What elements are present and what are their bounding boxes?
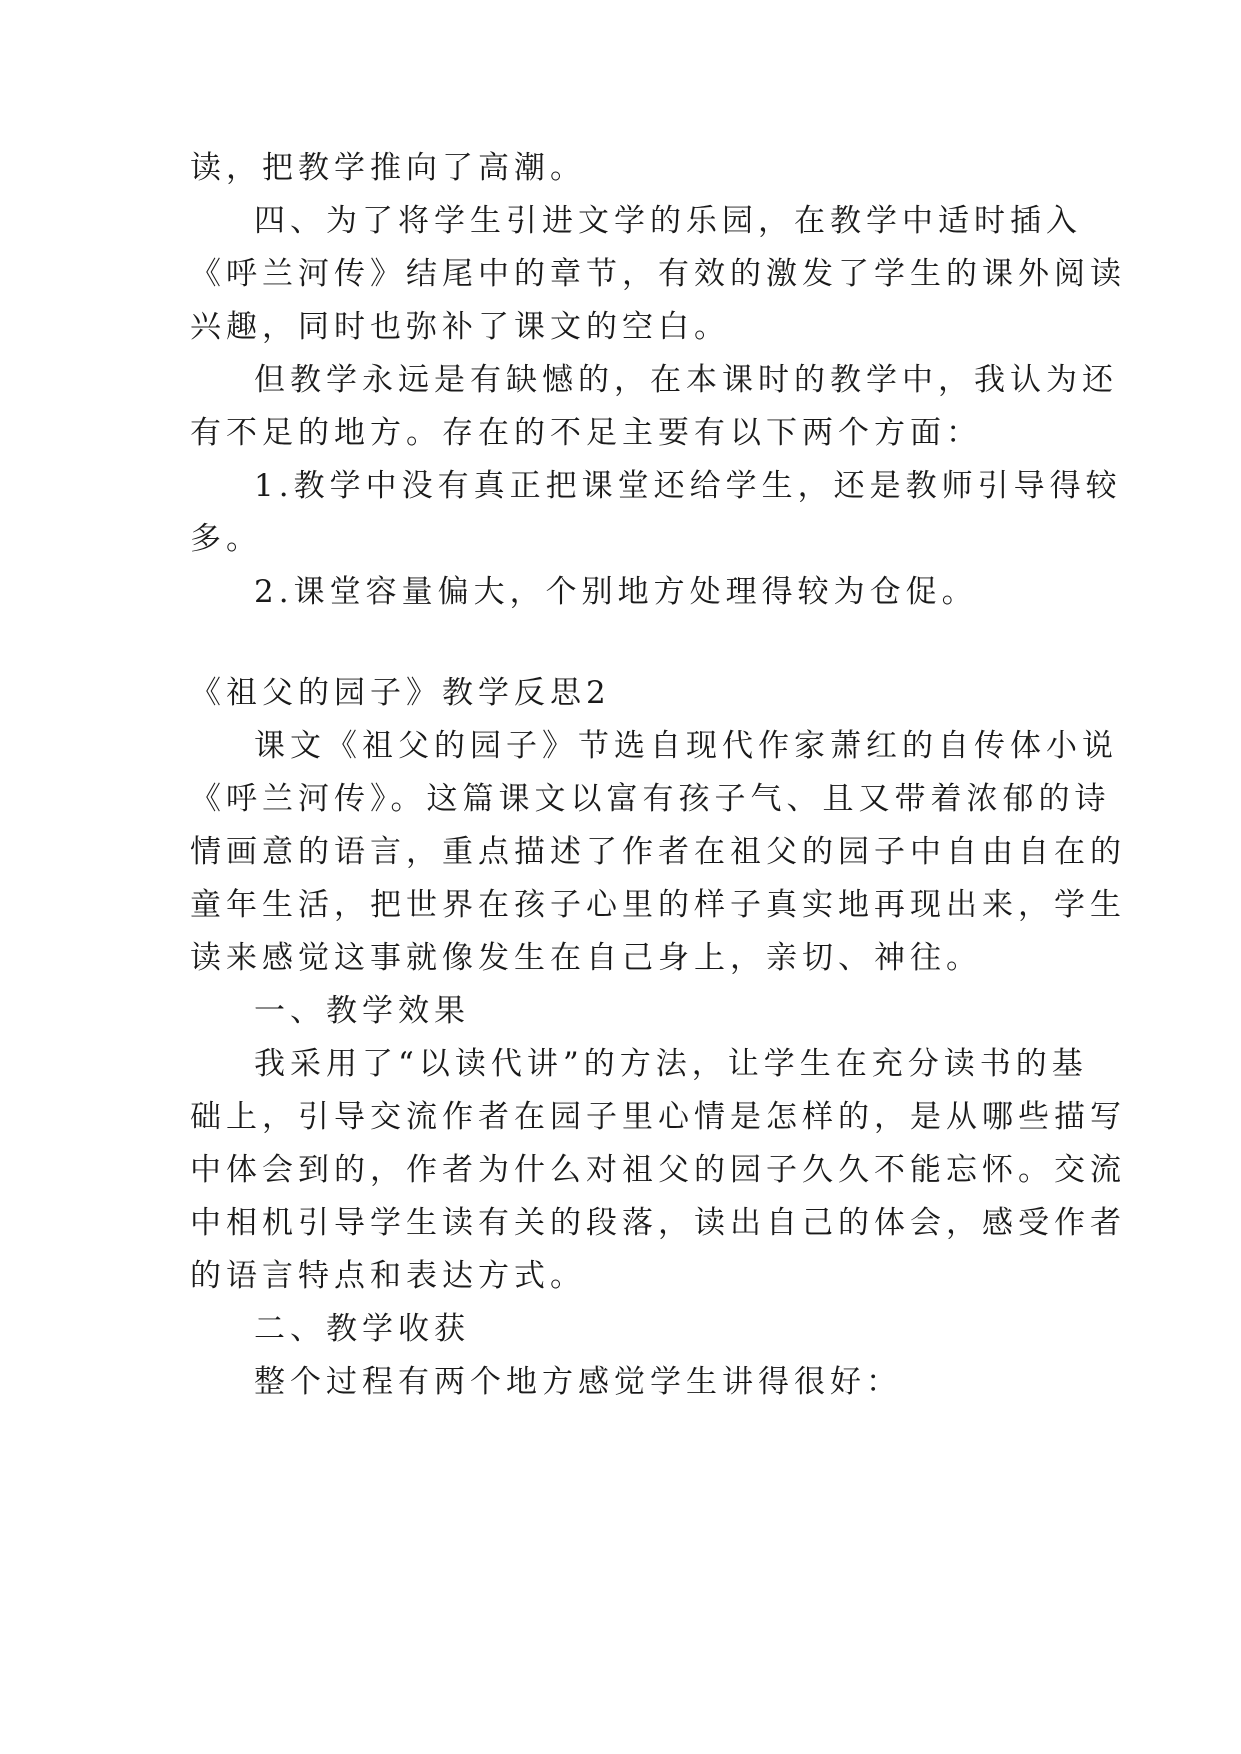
text-line: 读来感觉这事就像发生在自己身上，亲切、神往。 xyxy=(190,940,982,976)
text-line: 童年生活，把世界在孩子心里的样子真实地再现出来，学生 xyxy=(190,887,1126,923)
paragraph-start: 课文《祖父的园子》节选自现代作家萧红的自传体小说 xyxy=(254,728,1118,764)
paragraph-start: 整个过程有两个地方感觉学生讲得很好： xyxy=(254,1364,902,1400)
text-line: 础上，引导交流作者在园子里心情是怎样的，是从哪些描写 xyxy=(190,1099,1126,1135)
paragraph-start: 但教学永远是有缺憾的，在本课时的教学中，我认为还 xyxy=(254,362,1118,398)
text-line: 读，把教学推向了高潮。 xyxy=(190,150,586,186)
subsection-heading: 二、教学收获 xyxy=(254,1311,470,1347)
paragraph-heading: 四、为了将学生引进文学的乐园，在教学中适时插入 xyxy=(254,203,1082,239)
section-title: 《祖父的园子》教学反思2 xyxy=(190,675,611,711)
text-line: 《呼兰河传》结尾中的章节，有效的激发了学生的课外阅读 xyxy=(190,256,1126,292)
text-line: 兴趣，同时也弥补了课文的空白。 xyxy=(190,309,730,345)
list-item-2: 2.课堂容量偏大，个别地方处理得较为仓促。 xyxy=(254,574,978,610)
text-line: 中相机引导学生读有关的段落，读出自己的体会，感受作者 xyxy=(190,1205,1126,1241)
list-item-1: 1.教学中没有真正把课堂还给学生，还是教师引导得较 xyxy=(254,468,1122,504)
subsection-heading: 一、教学效果 xyxy=(254,993,470,1029)
text-line: 的语言特点和表达方式。 xyxy=(190,1258,586,1294)
text-line: 有不足的地方。存在的不足主要有以下两个方面： xyxy=(190,415,982,451)
document-page xyxy=(190,0,1126,1754)
text-line: 多。 xyxy=(190,521,262,557)
text-line: 情画意的语言，重点描述了作者在祖父的园子中自由自在的 xyxy=(190,834,1126,870)
text-line: 中体会到的，作者为什么对祖父的园子久久不能忘怀。交流 xyxy=(190,1152,1126,1188)
text-line: 《呼兰河传》。这篇课文以富有孩子气、且又带着浓郁的诗 xyxy=(190,781,1111,817)
paragraph-start: 我采用了“以读代讲”的方法，让学生在充分读书的基 xyxy=(254,1046,1088,1082)
